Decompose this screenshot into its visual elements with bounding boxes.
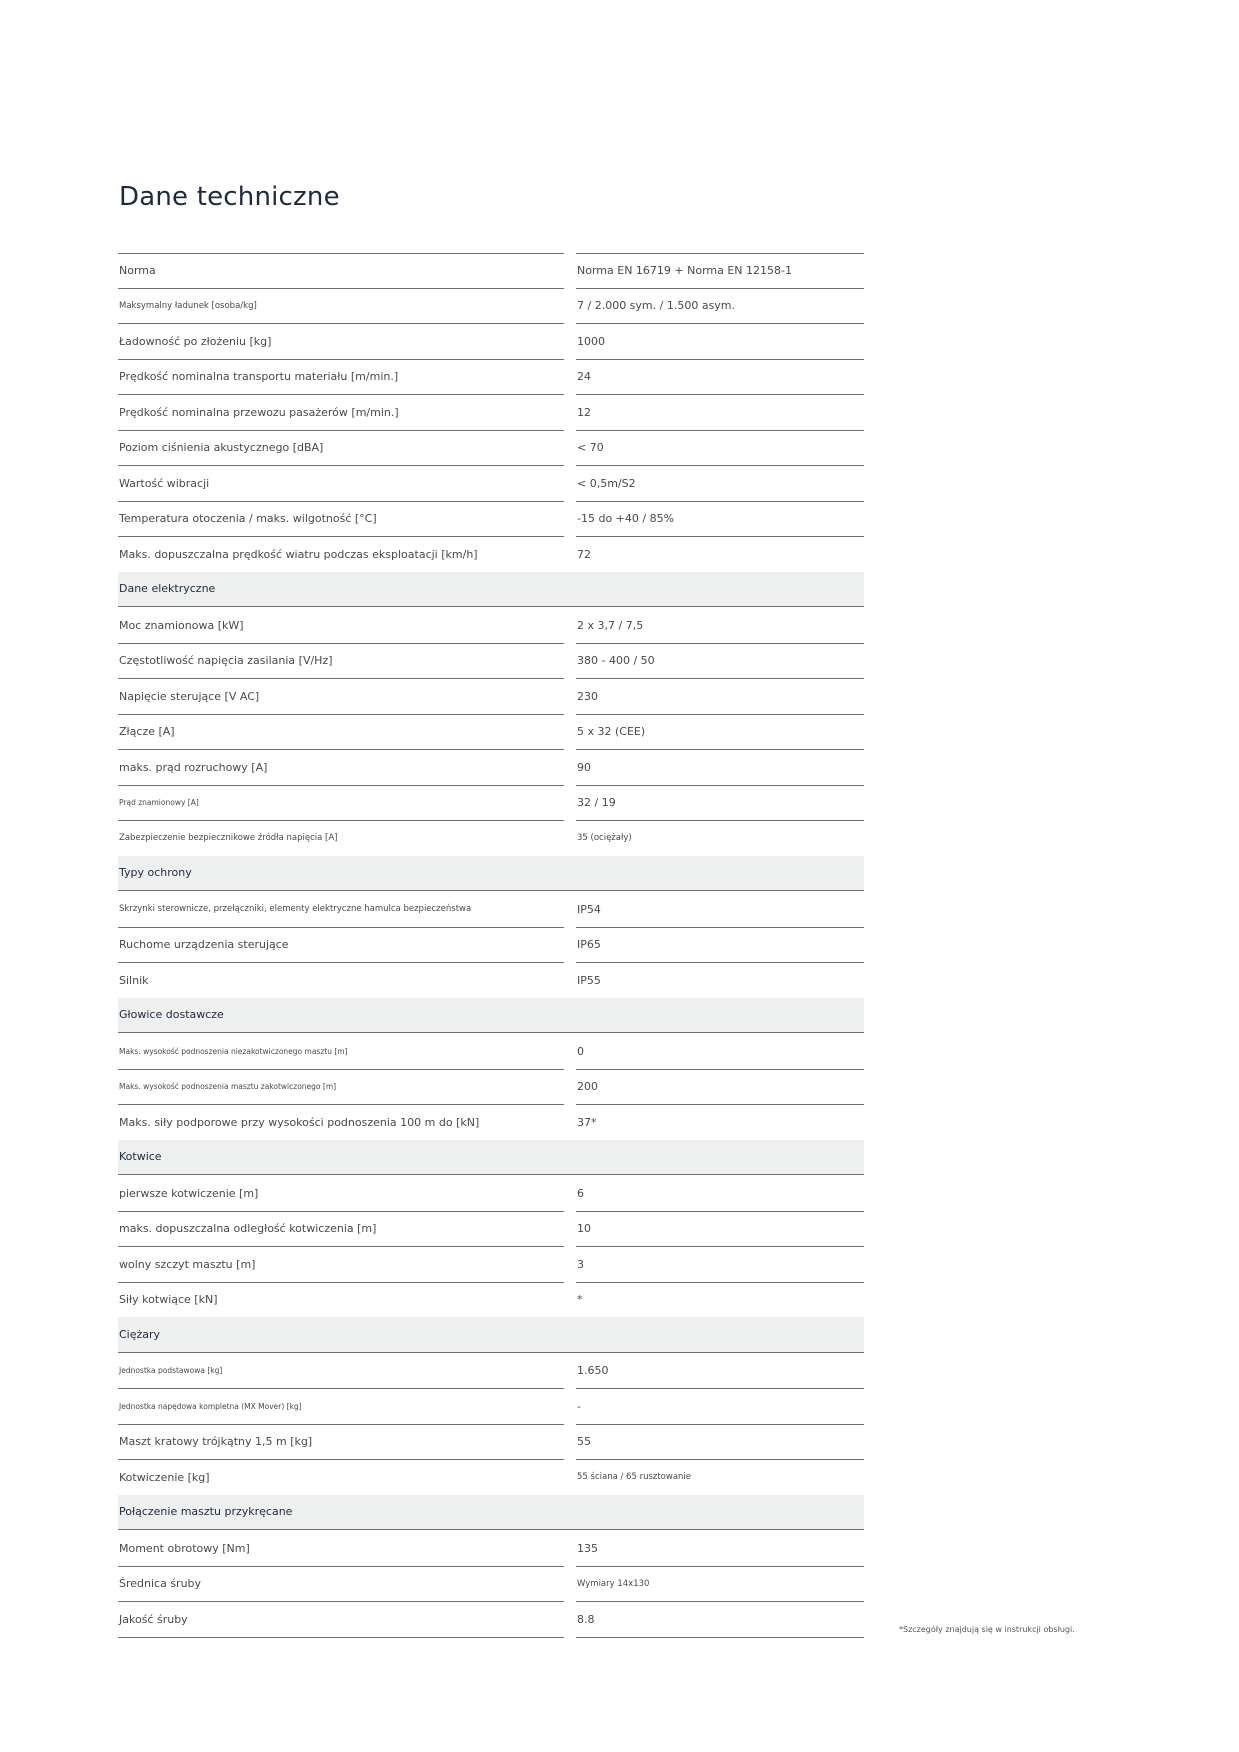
table-row xyxy=(118,1069,864,1105)
row-value: IP55 xyxy=(576,963,864,999)
row-value: 35 (ociężały) xyxy=(576,821,864,857)
section-heading: Głowice dostawcze xyxy=(118,998,864,1034)
row-value: < 0,5m/S2 xyxy=(576,466,864,502)
table-row xyxy=(118,1530,864,1566)
row-value: Norma EN 16719 + Norma EN 12158-1 xyxy=(576,253,864,289)
row-label: maks. prąd rozruchowy [A] xyxy=(118,750,564,786)
row-label: Zabezpieczenie bezpiecznikowe źródła napięcia [A] xyxy=(118,821,564,857)
spec-table xyxy=(118,252,864,1637)
row-value: < 70 xyxy=(576,431,864,467)
row-value: -15 do +40 / 85% xyxy=(576,502,864,538)
row-value: 1000 xyxy=(576,324,864,360)
row-value: - xyxy=(576,1389,864,1425)
table-row xyxy=(118,288,864,324)
row-label: Maks. siły podporowe przy wysokości podnoszenia 100 m do [kN] xyxy=(118,1105,564,1141)
row-value: 380 - 400 / 50 xyxy=(576,644,864,680)
row-value: IP54 xyxy=(576,892,864,928)
table-row xyxy=(118,1282,864,1318)
row-value: * xyxy=(576,1283,864,1319)
row-value: IP65 xyxy=(576,928,864,964)
table-row xyxy=(118,1175,864,1211)
table-row xyxy=(118,1033,864,1069)
row-value: Wymiary 14x130 xyxy=(576,1567,864,1603)
table-row xyxy=(118,643,864,679)
table-row xyxy=(118,820,864,856)
row-label: wolny szczyt masztu [m] xyxy=(118,1247,564,1283)
row-value: 72 xyxy=(576,537,864,573)
table-row xyxy=(118,1388,864,1424)
table-row xyxy=(118,891,864,927)
row-label: Prąd znamionowy [A] xyxy=(118,786,564,822)
row-value: 3 xyxy=(576,1247,864,1283)
table-row xyxy=(118,607,864,643)
row-label: Skrzynki sterownicze, przełączniki, elementy elektryczne hamulca bezpieczeństwa xyxy=(118,892,564,928)
row-label: Norma xyxy=(118,253,564,289)
row-label: Maks. wysokość podnoszenia niezakotwiczonego masztu [m] xyxy=(118,1034,564,1070)
table-row xyxy=(118,678,864,714)
table-row xyxy=(118,1566,864,1602)
row-label: pierwsze kotwiczenie [m] xyxy=(118,1176,564,1212)
row-value: 230 xyxy=(576,679,864,715)
table-row xyxy=(118,536,864,572)
row-value: 55 ściana / 65 rusztowanie xyxy=(576,1460,864,1496)
row-label: Maszt kratowy trójkątny 1,5 m [kg] xyxy=(118,1425,564,1461)
row-value: 32 / 19 xyxy=(576,786,864,822)
row-label: maks. dopuszczalna odległość kotwiczenia [m] xyxy=(118,1212,564,1248)
table-row xyxy=(118,1104,864,1140)
section-heading: Ciężary xyxy=(118,1317,864,1353)
section-heading: Kotwice xyxy=(118,1140,864,1176)
table-row xyxy=(118,359,864,395)
table-row xyxy=(118,1211,864,1247)
table-row xyxy=(118,252,864,288)
table-row xyxy=(118,714,864,750)
row-value: 200 xyxy=(576,1070,864,1106)
row-value: 37* xyxy=(576,1105,864,1141)
row-label: Częstotliwość napięcia zasilania [V/Hz] xyxy=(118,644,564,680)
row-label: Jednostka napędowa kompletna (MX Mover) [kg] xyxy=(118,1389,564,1425)
row-label: Poziom ciśnienia akustycznego [dBA] xyxy=(118,431,564,467)
row-label: Moment obrotowy [Nm] xyxy=(118,1531,564,1567)
row-value: 12 xyxy=(576,395,864,431)
table-row xyxy=(118,785,864,821)
row-label: Prędkość nominalna transportu materiału [m/min.] xyxy=(118,360,564,396)
row-value: 1.650 xyxy=(576,1354,864,1390)
table-row xyxy=(118,1246,864,1282)
table-row xyxy=(118,394,864,430)
table-row xyxy=(118,323,864,359)
row-label: Maks. dopuszczalna prędkość wiatru podczas eksploatacji [km/h] xyxy=(118,537,564,573)
row-label: Wartość wibracji xyxy=(118,466,564,502)
row-value: 8.8 xyxy=(576,1602,864,1638)
section-heading: Typy ochrony xyxy=(118,856,864,892)
row-label: Jednostka podstawowa [kg] xyxy=(118,1354,564,1390)
row-value: 10 xyxy=(576,1212,864,1248)
row-value: 0 xyxy=(576,1034,864,1070)
row-label: Ładowność po złożeniu [kg] xyxy=(118,324,564,360)
table-row xyxy=(118,1424,864,1460)
row-label: Maks. wysokość podnoszenia masztu zakotwiczonego [m] xyxy=(118,1070,564,1106)
row-label: Napięcie sterujące [V AC] xyxy=(118,679,564,715)
row-value: 90 xyxy=(576,750,864,786)
table-row xyxy=(118,749,864,785)
row-label: Kotwiczenie [kg] xyxy=(118,1460,564,1496)
table-row xyxy=(118,1601,864,1637)
page-title: Dane techniczne xyxy=(119,182,340,213)
table-row xyxy=(118,430,864,466)
row-label: Jakość śruby xyxy=(118,1602,564,1638)
row-value: 7 / 2.000 sym. / 1.500 asym. xyxy=(576,289,864,325)
row-label: Maksymalny ładunek [osoba/kg] xyxy=(118,289,564,325)
row-label: Moc znamionowa [kW] xyxy=(118,608,564,644)
section-heading: Połączenie masztu przykręcane xyxy=(118,1495,864,1531)
row-label: Prędkość nominalna przewozu pasażerów [m/min.] xyxy=(118,395,564,431)
table-row xyxy=(118,1353,864,1389)
row-label: Siły kotwiące [kN] xyxy=(118,1283,564,1319)
row-label: Średnica śruby xyxy=(118,1567,564,1603)
table-row xyxy=(118,927,864,963)
footnote: *Szczegóły znajdują się w instrukcji obsługi. xyxy=(899,1625,1075,1634)
section-heading: Dane elektryczne xyxy=(118,572,864,608)
table-row xyxy=(118,1459,864,1495)
row-value: 2 x 3,7 / 7,5 xyxy=(576,608,864,644)
row-value: 6 xyxy=(576,1176,864,1212)
row-value: 24 xyxy=(576,360,864,396)
row-value: 135 xyxy=(576,1531,864,1567)
row-label: Ruchome urządzenia sterujące xyxy=(118,928,564,964)
table-row xyxy=(118,501,864,537)
row-value: 5 x 32 (CEE) xyxy=(576,715,864,751)
row-value: 55 xyxy=(576,1425,864,1461)
table-row xyxy=(118,962,864,998)
row-label: Temperatura otoczenia / maks. wilgotność [°C] xyxy=(118,502,564,538)
row-label: Silnik xyxy=(118,963,564,999)
row-label: Złącze [A] xyxy=(118,715,564,751)
table-row xyxy=(118,465,864,501)
